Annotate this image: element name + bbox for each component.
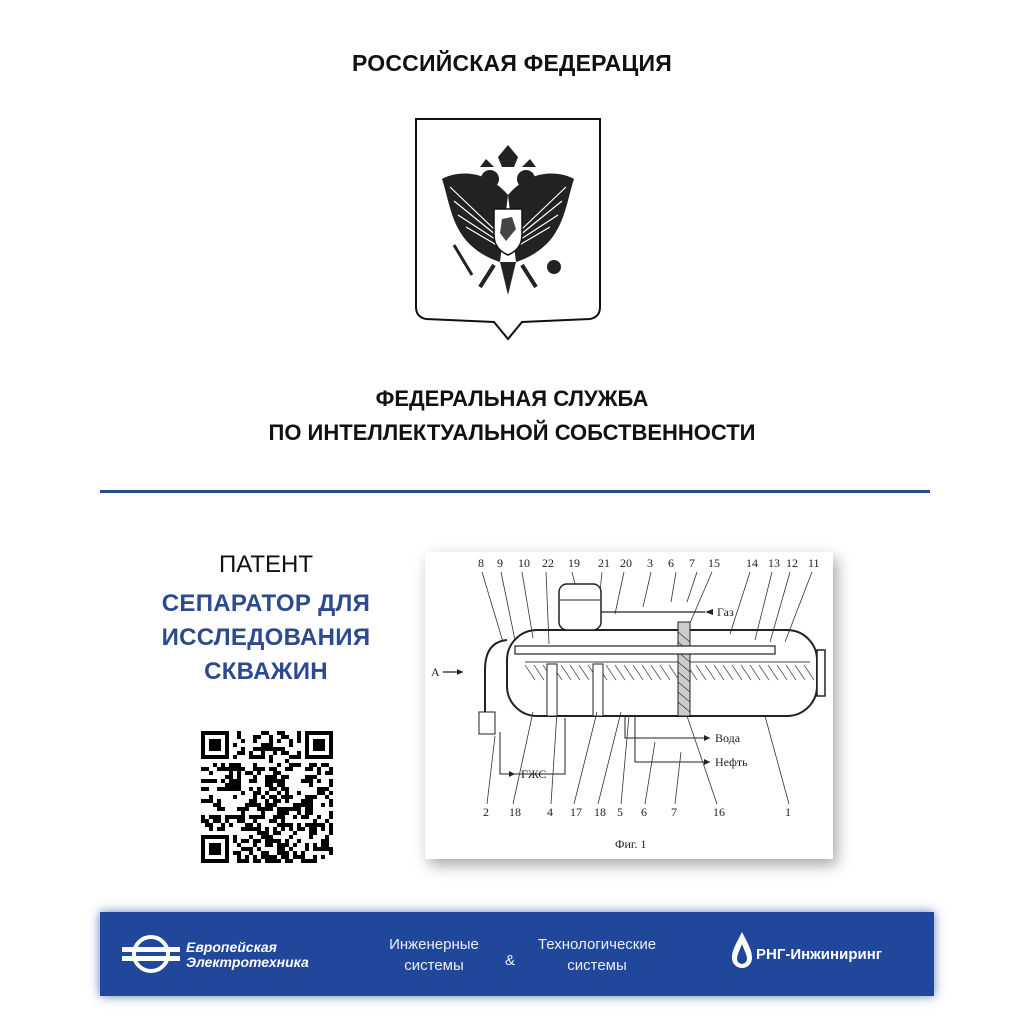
agency-line-1: ФЕДЕРАЛЬНАЯ СЛУЖБА [375,386,649,411]
figure-ref-top-13: 12 [786,556,798,570]
figure-ref-bottom-9: 1 [785,805,791,819]
divider [100,490,930,493]
figure-ref-top-5: 21 [598,556,610,570]
agency-line-2: ПО ИНТЕЛЛЕКТУАЛЬНОЙ СОБСТВЕННОСТИ [268,420,756,445]
figure-ref-bottom-5: 5 [617,805,623,819]
agency-title [0,382,1024,450]
figure-ref-top-10: 15 [708,556,720,570]
engineering-systems-line-1: Инженерные [389,936,479,953]
patent-title-line-2: ИССЛЕДОВАНИЯ [161,624,371,651]
patent-title-line-1: СЕПАРАТОР ДЛЯ [161,590,371,617]
figure-ref-top-4: 19 [568,556,580,570]
figure-ref-top-8: 6 [668,556,674,570]
figure-caption: Фиг. 1 [615,837,647,851]
figure-ref-top-3: 22 [542,556,554,570]
rng-drop-logo-icon [730,930,754,972]
figure-ref-bottom-4: 18 [594,805,606,819]
ampersand: & [504,952,515,969]
figure-ref-bottom-8: 16 [713,805,725,819]
patent-figure [425,552,833,859]
figure-ref-top-9: 7 [689,556,695,570]
patent-title [150,587,382,689]
figure-ref-bottom-1: 18 [509,805,521,819]
company1-line-1: Европейская [186,939,277,955]
figure-ref-bottom-0: 2 [483,805,489,819]
gas-label: Газ [717,605,734,619]
engineering-systems-label [376,934,492,976]
technological-systems-label [524,934,670,976]
footer-banner [100,912,934,996]
oil-label: Нефть [715,755,748,769]
figure-ref-bottom-6: 6 [641,805,647,819]
figure-ref-bottom-7: 7 [671,805,677,819]
water-label: Вода [715,731,741,745]
figure-ref-top-11: 14 [746,556,758,570]
company-european-electrotechnics [186,940,309,970]
company-rng-engineering: РНГ-Инжиниринг [756,946,883,963]
figure-ref-bottom-3: 17 [570,805,582,819]
figure-ref-bottom-2: 4 [547,805,553,819]
inlet-label: A [431,665,440,679]
figure-ref-top-6: 20 [620,556,632,570]
engineering-systems-line-2: системы [404,957,464,974]
gzhs-label: ГЖС [521,767,547,781]
coat-of-arms-icon [414,117,602,342]
patent-label: ПАТЕНТ [218,551,314,578]
figure-ref-top-1: 9 [497,556,503,570]
figure-ref-top-7: 3 [647,556,653,570]
european-electrotechnics-logo-icon [122,934,180,974]
figure-ref-top-14: 11 [808,556,820,570]
figure-ref-top-0: 8 [478,556,484,570]
figure-ref-top-2: 10 [518,556,530,570]
patent-title-line-3: СКВАЖИН [204,658,328,685]
country-title: РОССИЙСКАЯ ФЕДЕРАЦИЯ [352,50,672,76]
company1-line-2: Электротехника [186,954,309,970]
separator-diagram [425,552,833,859]
technological-systems-line-1: Технологические [537,936,657,953]
qr-code-icon[interactable] [201,731,333,863]
technological-systems-line-2: системы [567,957,627,974]
figure-ref-top-12: 13 [768,556,780,570]
